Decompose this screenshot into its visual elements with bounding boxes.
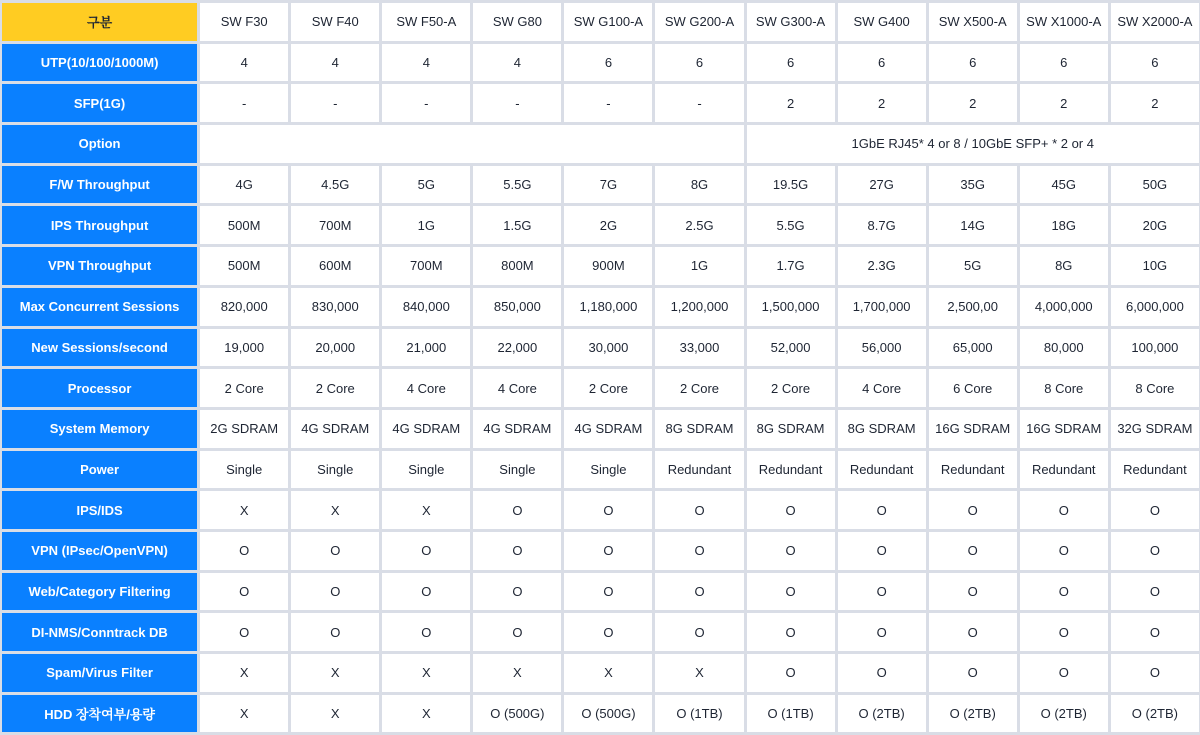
row-header: SFP(1G) <box>2 84 197 122</box>
table-cell: O <box>291 613 379 651</box>
model-header: SW X500-A <box>929 3 1017 41</box>
table-cell: X <box>655 654 743 692</box>
table-row <box>2 329 1199 367</box>
table-cell: X <box>291 654 379 692</box>
table-cell: O <box>838 491 926 529</box>
table-cell: O <box>1020 613 1108 651</box>
row-header: Processor <box>2 369 197 407</box>
model-header: SW G100-A <box>564 3 652 41</box>
table-row <box>2 532 1199 570</box>
table-cell: O <box>655 532 743 570</box>
table-cell: 35G <box>929 166 1017 204</box>
table-cell: 4.5G <box>291 166 379 204</box>
table-cell: O <box>747 491 835 529</box>
table-cell: 4,000,000 <box>1020 288 1108 326</box>
table-cell: 80,000 <box>1020 329 1108 367</box>
table-row <box>2 654 1199 692</box>
table-cell: Redundant <box>838 451 926 489</box>
model-header: SW G200-A <box>655 3 743 41</box>
table-cell: 52,000 <box>747 329 835 367</box>
row-header: New Sessions/second <box>2 329 197 367</box>
row-header: DI-NMS/Conntrack DB <box>2 613 197 651</box>
table-cell: 2G <box>564 206 652 244</box>
row-header: VPN Throughput <box>2 247 197 285</box>
table-cell: 820,000 <box>200 288 288 326</box>
table-cell: O <box>1111 654 1199 692</box>
table-cell: 21,000 <box>382 329 470 367</box>
table-cell: 2 Core <box>747 369 835 407</box>
table-cell: 2 <box>929 84 1017 122</box>
spec-table-body <box>2 44 1199 733</box>
table-cell: O <box>838 573 926 611</box>
table-cell: O <box>200 532 288 570</box>
table-cell: - <box>655 84 743 122</box>
table-cell: O <box>473 613 561 651</box>
table-cell: O <box>564 573 652 611</box>
table-cell: 2G SDRAM <box>200 410 288 448</box>
table-cell: 8 Core <box>1020 369 1108 407</box>
table-cell: 2 <box>838 84 926 122</box>
table-cell: 1.7G <box>747 247 835 285</box>
table-cell: X <box>200 695 288 733</box>
table-cell: 19,000 <box>200 329 288 367</box>
table-cell: O <box>747 532 835 570</box>
table-row <box>2 44 1199 82</box>
table-cell: O (2TB) <box>838 695 926 733</box>
table-cell: 4 <box>200 44 288 82</box>
table-cell: O <box>929 532 1017 570</box>
table-cell: O <box>838 654 926 692</box>
table-cell: O <box>473 573 561 611</box>
table-cell: Redundant <box>929 451 1017 489</box>
row-header: Max Concurrent Sessions <box>2 288 197 326</box>
table-cell: 1,700,000 <box>838 288 926 326</box>
table-cell: 2.5G <box>655 206 743 244</box>
table-row <box>2 84 1199 122</box>
table-cell: 65,000 <box>929 329 1017 367</box>
row-header: Web/Category Filtering <box>2 573 197 611</box>
table-cell: 4G SDRAM <box>291 410 379 448</box>
table-cell: O <box>1020 573 1108 611</box>
model-header: SW F30 <box>200 3 288 41</box>
table-cell: 45G <box>1020 166 1108 204</box>
corner-header: 구분 <box>2 3 197 41</box>
row-header: Power <box>2 451 197 489</box>
table-cell: Redundant <box>1020 451 1108 489</box>
table-cell: 19.5G <box>747 166 835 204</box>
table-cell: O <box>838 532 926 570</box>
table-row <box>2 695 1199 733</box>
table-cell: O <box>1020 654 1108 692</box>
table-cell: 6 <box>838 44 926 82</box>
table-cell: 4 Core <box>382 369 470 407</box>
table-cell: Single <box>200 451 288 489</box>
table-cell: 6 <box>564 44 652 82</box>
table-row <box>2 613 1199 651</box>
table-cell: 2 Core <box>564 369 652 407</box>
table-cell: O <box>747 654 835 692</box>
table-cell: X <box>382 695 470 733</box>
table-row <box>2 288 1199 326</box>
table-cell: X <box>382 654 470 692</box>
table-cell: 840,000 <box>382 288 470 326</box>
table-row <box>2 410 1199 448</box>
table-cell: 4 <box>291 44 379 82</box>
table-row <box>2 451 1199 489</box>
table-cell: 2 <box>1111 84 1199 122</box>
table-cell: 8G <box>655 166 743 204</box>
table-row <box>2 206 1199 244</box>
model-header: SW G300-A <box>747 3 835 41</box>
table-cell: O <box>564 613 652 651</box>
table-cell: 800M <box>473 247 561 285</box>
table-cell: - <box>382 84 470 122</box>
table-cell: - <box>291 84 379 122</box>
table-cell: X <box>200 654 288 692</box>
table-cell: O (2TB) <box>1111 695 1199 733</box>
table-cell: 850,000 <box>473 288 561 326</box>
table-cell: O (2TB) <box>929 695 1017 733</box>
row-header: HDD 장착여부/용량 <box>2 695 197 733</box>
model-header: SW F40 <box>291 3 379 41</box>
table-cell: 100,000 <box>1111 329 1199 367</box>
table-cell: - <box>200 84 288 122</box>
table-cell: O <box>473 491 561 529</box>
table-row <box>2 247 1199 285</box>
table-cell: Redundant <box>747 451 835 489</box>
header-row <box>2 3 1199 41</box>
table-cell: 4 Core <box>838 369 926 407</box>
table-cell: O <box>929 654 1017 692</box>
row-header: IPS Throughput <box>2 206 197 244</box>
table-cell: 1G <box>655 247 743 285</box>
table-row <box>2 573 1199 611</box>
table-cell: 20G <box>1111 206 1199 244</box>
table-cell: 2 Core <box>291 369 379 407</box>
table-cell: 5.5G <box>473 166 561 204</box>
table-cell: 5.5G <box>747 206 835 244</box>
table-cell: O <box>473 532 561 570</box>
table-cell: 2 <box>747 84 835 122</box>
table-cell: Single <box>382 451 470 489</box>
merged-cell <box>200 125 743 163</box>
table-cell: O <box>747 613 835 651</box>
table-cell: O <box>1111 491 1199 529</box>
table-cell: O <box>1020 532 1108 570</box>
table-cell: X <box>473 654 561 692</box>
table-cell: 50G <box>1111 166 1199 204</box>
table-row <box>2 369 1199 407</box>
table-cell: 8 Core <box>1111 369 1199 407</box>
table-cell: 600M <box>291 247 379 285</box>
table-cell: O (2TB) <box>1020 695 1108 733</box>
table-cell: O <box>564 491 652 529</box>
table-cell: Single <box>564 451 652 489</box>
table-cell: X <box>564 654 652 692</box>
table-cell: 6 <box>929 44 1017 82</box>
table-cell: O <box>564 532 652 570</box>
table-cell: 30,000 <box>564 329 652 367</box>
table-cell: 33,000 <box>655 329 743 367</box>
table-cell: X <box>382 491 470 529</box>
table-cell: 8.7G <box>838 206 926 244</box>
table-cell: 5G <box>929 247 1017 285</box>
table-cell: 500M <box>200 206 288 244</box>
table-cell: O <box>1111 532 1199 570</box>
table-cell: 8G SDRAM <box>747 410 835 448</box>
table-cell: - <box>473 84 561 122</box>
table-cell: 4G SDRAM <box>382 410 470 448</box>
table-cell: O (1TB) <box>747 695 835 733</box>
table-cell: O (1TB) <box>655 695 743 733</box>
row-header: UTP(10/100/1000M) <box>2 44 197 82</box>
table-row <box>2 491 1199 529</box>
table-cell: 14G <box>929 206 1017 244</box>
table-cell: X <box>291 491 379 529</box>
table-cell: O <box>200 573 288 611</box>
table-cell: 22,000 <box>473 329 561 367</box>
table-cell: 16G SDRAM <box>1020 410 1108 448</box>
table-cell: O <box>382 613 470 651</box>
row-header: System Memory <box>2 410 197 448</box>
table-cell: 6 Core <box>929 369 1017 407</box>
table-cell: 4 Core <box>473 369 561 407</box>
table-cell: O <box>655 613 743 651</box>
table-cell: 500M <box>200 247 288 285</box>
table-cell: O (500G) <box>564 695 652 733</box>
table-cell: O <box>929 573 1017 611</box>
row-header: Option <box>2 125 197 163</box>
table-cell: O <box>929 613 1017 651</box>
row-header: Spam/Virus Filter <box>2 654 197 692</box>
table-row <box>2 125 1199 163</box>
model-header: SW G400 <box>838 3 926 41</box>
table-cell: 2,500,00 <box>929 288 1017 326</box>
table-cell: 5G <box>382 166 470 204</box>
table-cell: 16G SDRAM <box>929 410 1017 448</box>
table-cell: 1,180,000 <box>564 288 652 326</box>
merged-cell: 1GbE RJ45* 4 or 8 / 10GbE SFP+ * 2 or 4 <box>747 125 1199 163</box>
table-cell: Redundant <box>655 451 743 489</box>
table-cell: 900M <box>564 247 652 285</box>
table-cell: O <box>838 613 926 651</box>
table-cell: 2 <box>1020 84 1108 122</box>
row-header: VPN (IPsec/OpenVPN) <box>2 532 197 570</box>
table-cell: 6 <box>655 44 743 82</box>
table-cell: O <box>655 573 743 611</box>
table-cell: 4G <box>200 166 288 204</box>
table-row <box>2 166 1199 204</box>
table-cell: 8G SDRAM <box>655 410 743 448</box>
table-cell: 6 <box>1020 44 1108 82</box>
table-cell: 6 <box>1111 44 1199 82</box>
table-cell: 2 Core <box>200 369 288 407</box>
table-cell: O <box>291 532 379 570</box>
table-cell: 56,000 <box>838 329 926 367</box>
table-cell: - <box>564 84 652 122</box>
table-cell: 1,200,000 <box>655 288 743 326</box>
table-cell: O <box>929 491 1017 529</box>
table-cell: O <box>291 573 379 611</box>
table-cell: 4 <box>473 44 561 82</box>
model-header: SW X2000-A <box>1111 3 1199 41</box>
table-cell: X <box>200 491 288 529</box>
table-cell: 20,000 <box>291 329 379 367</box>
table-cell: 2 Core <box>655 369 743 407</box>
row-header: F/W Throughput <box>2 166 197 204</box>
table-cell: 4G SDRAM <box>473 410 561 448</box>
table-cell: 1,500,000 <box>747 288 835 326</box>
model-header: SW F50-A <box>382 3 470 41</box>
model-header: SW X1000-A <box>1020 3 1108 41</box>
table-cell: O <box>747 573 835 611</box>
table-cell: 10G <box>1111 247 1199 285</box>
model-header: SW G80 <box>473 3 561 41</box>
table-cell: 8G SDRAM <box>838 410 926 448</box>
row-header: IPS/IDS <box>2 491 197 529</box>
table-cell: 6 <box>747 44 835 82</box>
table-cell: X <box>291 695 379 733</box>
table-cell: O <box>1020 491 1108 529</box>
table-cell: 6,000,000 <box>1111 288 1199 326</box>
table-cell: 700M <box>291 206 379 244</box>
table-cell: 18G <box>1020 206 1108 244</box>
table-cell: 2.3G <box>838 247 926 285</box>
table-cell: O <box>655 491 743 529</box>
table-cell: O <box>1111 613 1199 651</box>
table-cell: 27G <box>838 166 926 204</box>
table-cell: Redundant <box>1111 451 1199 489</box>
table-cell: Single <box>473 451 561 489</box>
table-cell: 4 <box>382 44 470 82</box>
table-cell: O <box>382 573 470 611</box>
table-cell: O (500G) <box>473 695 561 733</box>
table-cell: 8G <box>1020 247 1108 285</box>
table-cell: 7G <box>564 166 652 204</box>
table-cell: 32G SDRAM <box>1111 410 1199 448</box>
table-cell: 4G SDRAM <box>564 410 652 448</box>
table-cell: 700M <box>382 247 470 285</box>
table-cell: O <box>382 532 470 570</box>
table-cell: O <box>200 613 288 651</box>
table-cell: Single <box>291 451 379 489</box>
table-cell: 1.5G <box>473 206 561 244</box>
table-cell: 830,000 <box>291 288 379 326</box>
table-cell: 1G <box>382 206 470 244</box>
table-cell: O <box>1111 573 1199 611</box>
